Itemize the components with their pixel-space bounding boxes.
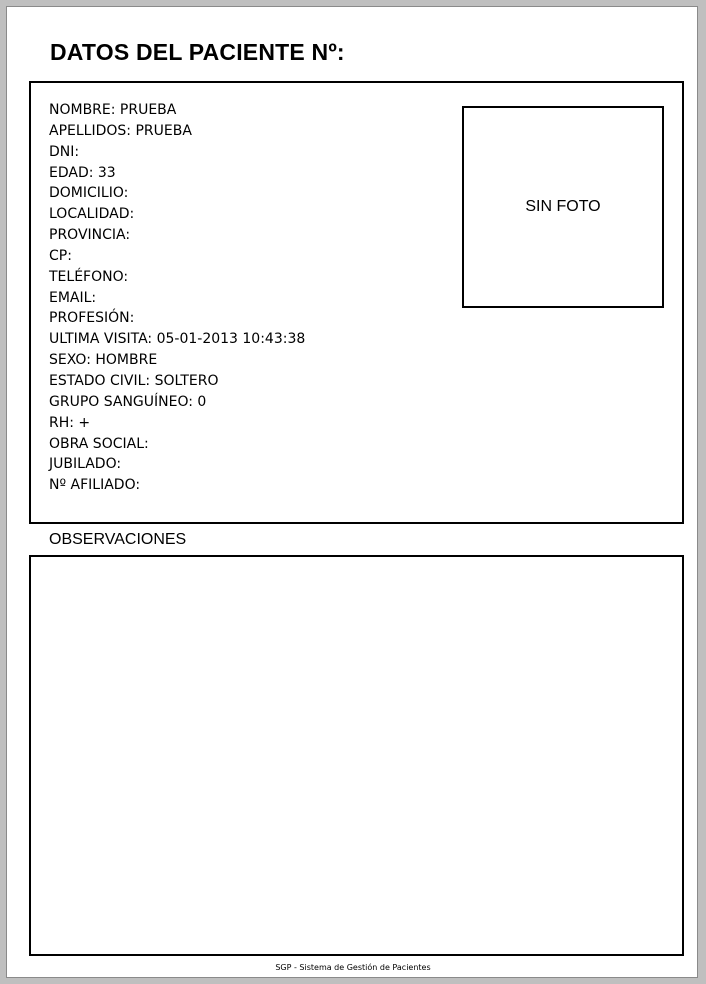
patient-data-box bbox=[29, 81, 684, 524]
field-grupo-sanguineo: GRUPO SANGUÍNEO: 0 bbox=[49, 393, 207, 410]
patient-photo-placeholder bbox=[462, 106, 664, 308]
field-rh: RH: + bbox=[49, 414, 91, 431]
field-nombre: NOMBRE: PRUEBA bbox=[49, 102, 177, 118]
field-sexo: SEXO: HOMBRE bbox=[49, 352, 158, 369]
observations-label: OBSERVACIONES bbox=[49, 531, 187, 548]
field-jubilado: JUBILADO: bbox=[49, 456, 122, 473]
field-telefono: TELÉFONO: bbox=[49, 268, 129, 285]
field-dni: DNI: bbox=[49, 143, 80, 160]
observations-box bbox=[29, 555, 684, 956]
patient-fields-list bbox=[49, 100, 305, 496]
field-ultima-visita: ULTIMA VISITA: 05-01-2013 10:43:38 bbox=[49, 331, 306, 348]
field-obra-social: OBRA SOCIAL: bbox=[49, 435, 149, 452]
field-profesion: PROFESIÓN: bbox=[49, 310, 135, 327]
field-localidad: LOCALIDAD: bbox=[49, 206, 135, 223]
page-footer: SGP - Sistema de Gestión de Pacientes bbox=[275, 963, 431, 972]
field-numero-afiliado: Nº AFILIADO: bbox=[49, 477, 141, 494]
field-email: EMAIL: bbox=[49, 289, 97, 306]
field-estado-civil: ESTADO CIVIL: SOLTERO bbox=[49, 372, 219, 389]
field-provincia: PROVINCIA: bbox=[49, 227, 131, 244]
field-domicilio: DOMICILIO: bbox=[49, 185, 129, 202]
field-cp: CP: bbox=[49, 247, 72, 264]
field-apellidos: APELLIDOS: PRUEBA bbox=[49, 122, 192, 139]
photo-placeholder-text: SIN FOTO bbox=[525, 198, 601, 215]
report-page bbox=[6, 6, 698, 978]
field-edad: EDAD: 33 bbox=[49, 164, 116, 181]
page-title: DATOS DEL PACIENTE Nº: bbox=[50, 39, 345, 65]
